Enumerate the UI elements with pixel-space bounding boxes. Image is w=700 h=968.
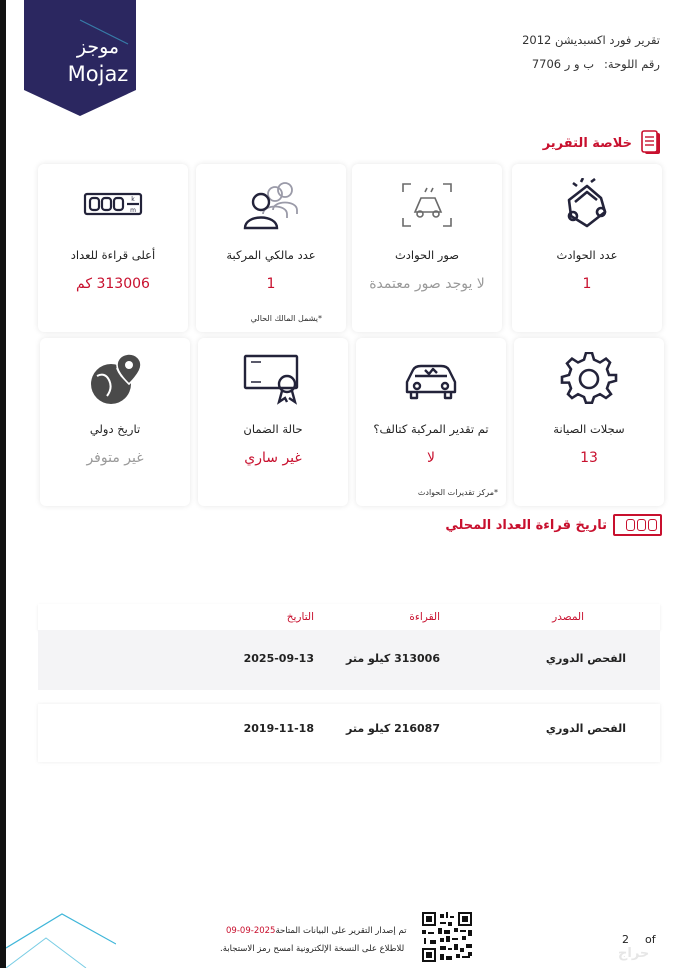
card-highest-odometer [38, 164, 188, 332]
certificate-icon [243, 352, 303, 406]
gear-icon [559, 352, 619, 406]
footer-issued-date: 2025-09-09 [226, 926, 276, 936]
damaged-car-icon [401, 352, 461, 406]
logo-arabic-text: موجز [76, 36, 120, 58]
card-label: صور الحوادث [394, 248, 460, 262]
plate-line [532, 57, 660, 71]
card-value: غير متوفر [86, 450, 144, 466]
card-label: سجلات الصيانة [553, 422, 625, 436]
card-maintenance-records [514, 338, 664, 506]
page-of: of [645, 933, 656, 946]
odometer-icon [83, 178, 143, 232]
card-note: *مركز تقديرات الحوادث [417, 488, 498, 497]
row-date: 2019-11-18 [243, 722, 314, 735]
corner-decoration [6, 908, 116, 968]
report-title: تقرير فورد اكسبديشن 2012 [522, 33, 660, 47]
card-label: عدد مالكي المركبة [226, 248, 316, 262]
row-date: 2025-09-13 [243, 652, 314, 665]
plate-label: رقم اللوحة: [604, 57, 660, 71]
crashed-car-icon [557, 178, 617, 232]
card-international-history [40, 338, 190, 506]
card-accident-photos [352, 164, 502, 332]
table-row [38, 630, 660, 690]
row-source: الفحص الدوري [545, 652, 626, 665]
summary-section-title [543, 130, 662, 156]
card-owners-count [196, 164, 346, 332]
page-indicator [622, 933, 656, 946]
card-label: عدد الحوادث [556, 248, 618, 262]
row-source: الفحص الدوري [545, 722, 626, 735]
summary-title: خلاصة التقرير [542, 135, 632, 151]
card-total-loss [356, 338, 506, 506]
card-value: 313006 كم [76, 276, 150, 292]
table-row [38, 704, 660, 762]
odometer-history-title: تاريخ قراءة العداد المحلي [445, 517, 607, 533]
report-document-icon [640, 130, 662, 156]
report-page [6, 0, 700, 968]
page-number: 2 [622, 933, 629, 946]
svg-text:k: k [131, 196, 135, 203]
col-reading: القراءة [409, 611, 440, 623]
card-accidents-count [512, 164, 662, 332]
card-value: 1 [582, 276, 592, 292]
qr-code[interactable] [420, 910, 474, 964]
watermark: حراج [618, 946, 650, 961]
row-reading: 216087 كيلو متر [345, 722, 440, 735]
mojaz-logo [24, 0, 136, 116]
card-value: غير ساري [244, 450, 302, 466]
card-value: لا [427, 450, 435, 466]
card-value: لا يوجد صور معتمدة [369, 276, 485, 292]
svg-text:m: m [130, 207, 136, 214]
col-date: التاريخ [286, 611, 314, 623]
footer-qr-text: للاطلاع على النسخة الإلكترونية امسح رمز الاستجابة. [220, 944, 405, 954]
card-label: حالة الضمان [243, 422, 303, 436]
odometer-section-title [445, 514, 662, 536]
footer-issued-line [220, 926, 407, 936]
card-warranty-status [198, 338, 348, 506]
card-value: 13 [580, 450, 598, 466]
odometer-table-header [38, 604, 660, 630]
card-label: تم تقدير المركبة كتالف؟ [373, 422, 489, 436]
owners-icon [241, 178, 301, 232]
plate-value: ب و ر 7706 [531, 57, 595, 71]
card-label: أعلى قراءة للعداد [70, 248, 156, 262]
logo-english-text: Mojaz [67, 62, 129, 86]
footer-issued-text: تم إصدار التقرير على البيانات المتاحة [275, 926, 407, 936]
card-label: تاريخ دولي [89, 422, 141, 436]
row-reading: 313006 كيلو متر [345, 652, 440, 665]
accident-photo-icon [397, 178, 457, 232]
card-value: 1 [266, 276, 276, 292]
odometer-red-icon [613, 514, 662, 536]
card-note: *يشمل المالك الحالي [250, 314, 322, 323]
globe-pin-icon [85, 352, 145, 406]
col-source: المصدر [552, 611, 584, 623]
